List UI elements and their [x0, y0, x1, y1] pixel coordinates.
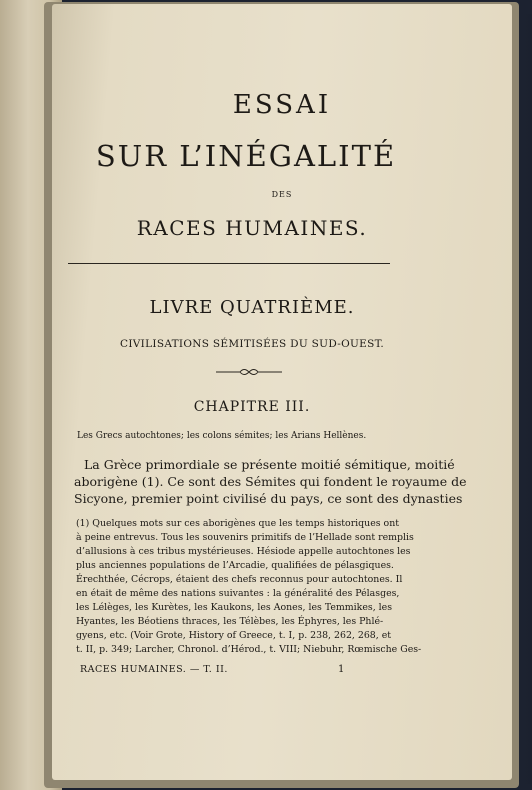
footnote-line: en était de même des nations suivantes : la généralité des Pélasges, — [76, 588, 400, 599]
ornament-icon — [214, 367, 284, 377]
body-line: Sicyone, premier point civilisé du pays, ce sont des dynasties — [74, 491, 463, 506]
book-heading: LIVRE QUATRIÈME. — [149, 297, 355, 318]
book-page — [52, 4, 512, 780]
footnote-line: t. II, p. 349; Larcher, Chronol. d’Hérod., t. VIII; Niebuhr, Rœmische Ges- — [76, 644, 422, 655]
footnote-line: gyens, etc. (Voir Grote, History of Greece, t. I, p. 238, 262, 268, et — [76, 630, 392, 641]
footnote-line: les Lélèges, les Kurètes, les Kaukons, les Aones, les Temmikes, les — [76, 602, 393, 613]
title-rule — [68, 263, 390, 264]
footnote-line: (1) Quelques mots sur ces aborigènes que les temps historiques ont — [76, 518, 400, 529]
title-inegalite: SUR L’INÉGALITÉ — [95, 139, 397, 173]
chapter-heading: CHAPITRE III. — [193, 399, 311, 415]
running-footer: RACES HUMAINES. — T. II. — [80, 664, 228, 675]
page-edge-shade — [522, 14, 532, 784]
body-line: aborigène (1). Ce sont des Sémites qui fondent le royaume de — [74, 474, 467, 489]
title-races: RACES HUMAINES. — [136, 216, 368, 240]
book-subtitle: CIVILISATIONS SÉMITISÉES DU SUD-OUEST. — [120, 338, 384, 350]
body-line: La Grèce primordiale se présente moitié sémitique, moitié — [84, 457, 455, 472]
footnote-line: Hyantes, les Béotiens thraces, les Télèbes, les Éphyres, les Phlé- — [76, 616, 384, 627]
title-essai: ESSAI — [232, 90, 332, 120]
footnote-line: Érechthée, Cécrops, étaient des chefs reconnus pour autochtones. Il — [76, 574, 403, 585]
footnote-line: plus anciennes populations de l’Arcadie, qualifiées de pélasgiques. — [76, 560, 394, 571]
title-des: DES — [271, 190, 293, 199]
chapter-summary: Les Grecs autochtones; les colons sémites; les Arians Hellènes. — [77, 431, 367, 441]
footnote-line: à peine entrevus. Tous les souvenirs primitifs de l’Hellade sont remplis — [76, 532, 414, 543]
page-number: 1 — [338, 664, 345, 675]
footnote-line: d’allusions à ces tribus mystérieuses. Hésiode appelle autochtones les — [76, 546, 411, 557]
